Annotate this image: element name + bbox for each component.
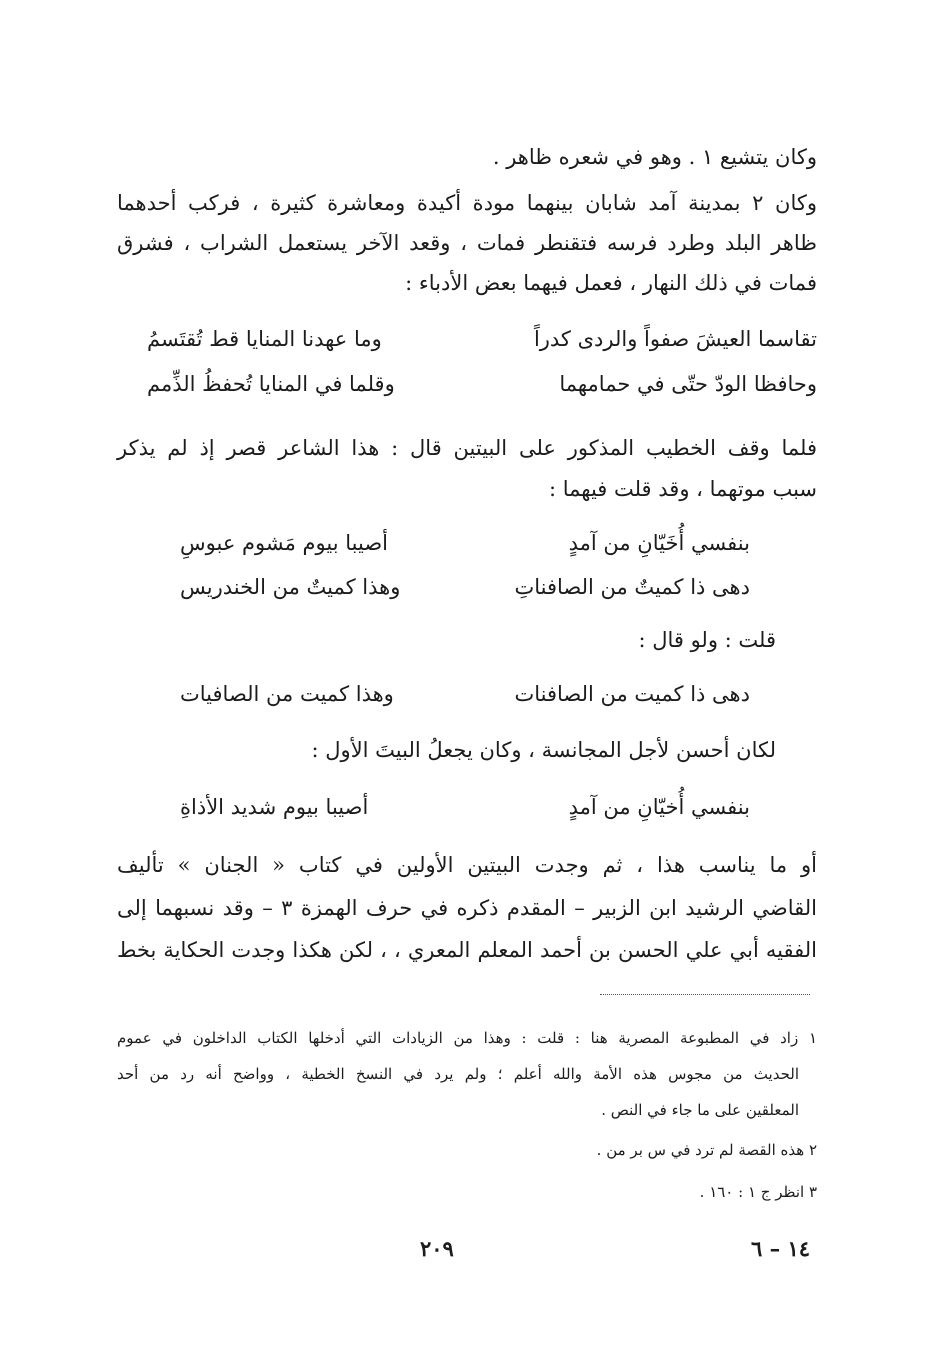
verse-hemistich-second: أصيبا بيوم مَشوم عبوسِ xyxy=(180,531,388,555)
body-line-2: وكان ٢ بمدينة آمد شابان بينهما مودة أكيدة ومعاشرة كثيرة ، فركب أحدهما xyxy=(117,191,817,215)
verse-hemistich-second: وهذا كميت من الصافيات xyxy=(180,682,394,706)
footnote-1-line-2: الحديث من مجوس هذه الأمة والله أعلم ؛ ولم يرد في النسخ الخطية ، وواضح أنه رد من أحد xyxy=(117,1065,799,1083)
footnote-separator xyxy=(600,994,810,995)
signature-mark: ١٤ – ٦ xyxy=(751,1236,810,1261)
verse-hemistich-first: بنفسي أُخيّانِ من آمدٍ xyxy=(568,795,750,819)
verse-hemistich-second: وهذا كميتٌ من الخندريس xyxy=(180,575,401,599)
verse-hemistich-first: بنفسي أُخَيّانِ من آمدٍ xyxy=(568,531,750,555)
verse-hemistich-first: دهى ذا كميت من الصافنات xyxy=(514,682,750,706)
footnote-2: ٢ هذه القصة لم ترد في س بر من . xyxy=(596,1141,817,1159)
verse-hemistich-first: دهى ذا كميتٌ من الصافناتِ xyxy=(514,575,750,599)
verse-hemistich-first: تقاسما العيشَ صفواً والردى كدراً xyxy=(533,327,817,351)
body-line-7: قلت : ولو قال : xyxy=(638,628,776,652)
footnote-1-line-3: المعلقين على ما جاء في النص . xyxy=(601,1101,799,1119)
body-line-11: الفقيه أبي علي الحسن بن أحمد المعلم المعري ، ، لكن هكذا وجدت الحكاية بخط xyxy=(117,938,817,962)
body-line-5: فلما وقف الخطيب المذكور على البيتين قال : هذا الشاعر قصر إذ لم يذكر xyxy=(117,436,817,460)
body-line-3: ظاهر البلد وطرد فرسه فتقنطر فمات ، وقعد الآخر يستعمل الشراب ، فشرق xyxy=(117,231,817,255)
verse-hemistich-second: أصيبا بيوم شديد الأذاةِ xyxy=(180,795,369,819)
body-line-9: أو ما يناسب هذا ، ثم وجدت البيتين الأولين في كتاب « الجنان » تأليف xyxy=(117,853,817,877)
body-line-6: سبب موتهما ، وقد قلت فيهما : xyxy=(548,477,817,501)
footnote-3: ٣ انظر ج ١ : ١٦٠ . xyxy=(699,1183,817,1201)
body-line-4: فمات في ذلك النهار ، فعمل فيهما بعض الأدباء : xyxy=(405,271,817,295)
body-line-8: لكان أحسن لأجل المجانسة ، وكان يجعلُ البيتَ الأول : xyxy=(311,738,776,762)
body-line-1: وكان يتشيع ١ . وهو في شعره ظاهر . xyxy=(492,145,817,169)
verse-hemistich-second: وما عهدنا المنايا قط تُقتَسمُ xyxy=(147,327,382,351)
page-number: ٢٠٩ xyxy=(420,1236,454,1261)
verse-hemistich-second: وقلما في المنايا تُحفظُ الذِّمم xyxy=(147,372,395,396)
verse-hemistich-first: وحافظا الودّ حتّى في حمامهما xyxy=(559,372,817,396)
footnote-1-line-1: ١ زاد في المطبوعة المصرية هنا : قلت : وهذا من الزيادات التي أدخلها الكتاب الداخلون في عموم xyxy=(117,1029,817,1047)
body-line-10: القاضي الرشيد ابن الزبير – المقدم ذكره في حرف الهمزة ٣ – وقد نسبهما إلى xyxy=(117,896,817,920)
